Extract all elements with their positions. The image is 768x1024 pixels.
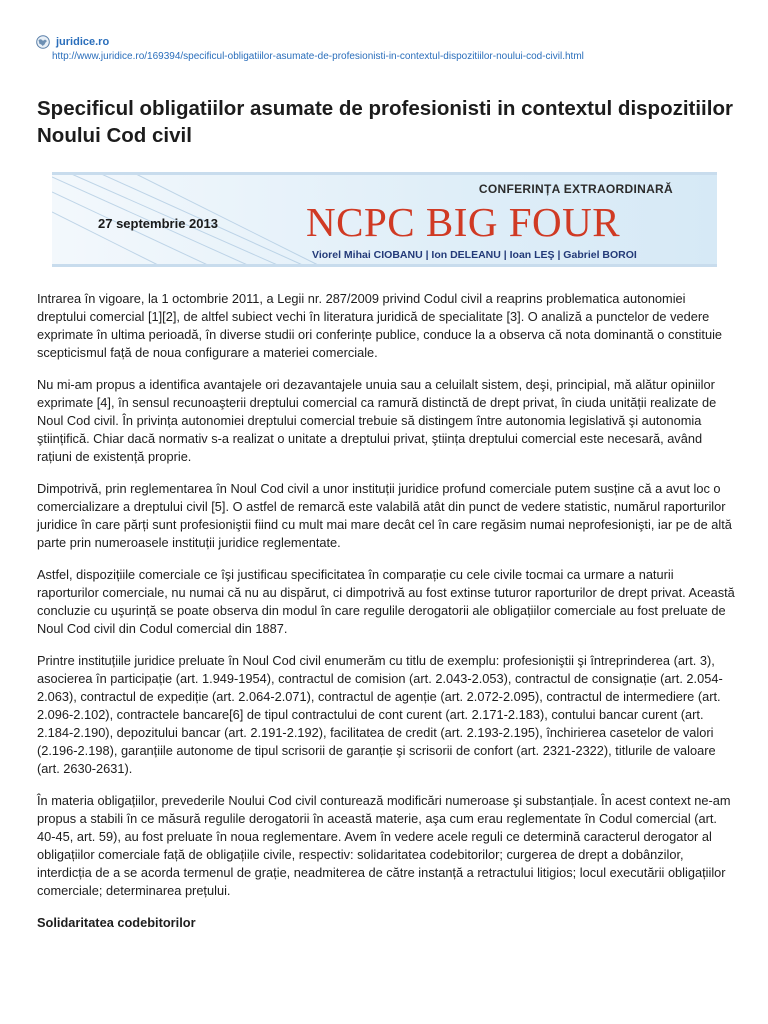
- article-paragraph: Intrarea în vigoare, la 1 octombrie 2011, a Legii nr. 287/2009 privind Codul civil a reaprins problematica autonomiei dreptului comercial [1][2], de altfel subiect vechi în literatura juridică de specialitate [3]. O analiză a punctelor de vedere exprimate în ultima perioadă, în diverse studii ori conferințe publice, conduce la a observa că nota dominantă o constituie scepticismul față de noua configurare a materiei comerciale.: [37, 291, 723, 360]
- source-site-link[interactable]: juridice.ro: [56, 36, 110, 48]
- banner-conference-label: CONFERINȚA EXTRAORDINARĂ: [478, 182, 673, 196]
- banner-speakers: Viorel Mihai CIOBANU | Ion DELEANU | Ioan LEŞ | Gabriel BOROI: [312, 249, 637, 261]
- article-body: [37, 290, 737, 946]
- banner-headline: NCPC BIG FOUR: [306, 199, 621, 245]
- source-url-link[interactable]: http://www.juridice.ro/169394/specificul-obligatiilor-asumate-de-profesionisti-in-contextul-dispozitiilor-noului-cod-civil.html: [52, 51, 584, 62]
- source-header: [36, 34, 746, 62]
- section-subheading: Solidaritatea codebitorilor: [37, 915, 196, 930]
- article-paragraph: Astfel, dispozițiile comerciale ce îşi justificau specificitatea în comparație cu cele civile tocmai ca urmare a naturii raporturilor comerciale, nu numai că nu au dispărut, ci dimpotrivă au fost extinse tuturor raporturilor de drept privat. Această concluzie cu uşurință se poate observa din modul în care regulile derogatorii ale obligațiilor comerciale au fost preluate de Noul Cod civil din Codul comercial din 1887.: [37, 567, 735, 636]
- conference-banner[interactable]: [52, 172, 717, 267]
- banner-date: 27 septembrie 2013: [98, 216, 218, 231]
- article-paragraph: Dimpotrivă, prin reglementarea în Noul Cod civil a unor instituții juridice profund comerciale putem susține că a avut loc o comercializare a dreptului civil [5]. O astfel de remarcă este valabilă atât din punct de vedere statistic, numărul raporturilor juridice în care părți sunt profesioniştii fiind cu mult mai mare decât cel în care regăsim numai neprofesionişti, iar pe de altă parte prin numeroasele instituții juridice reglementate.: [37, 481, 732, 550]
- article-paragraph: Printre instituțiile juridice preluate în Noul Cod civil enumerăm cu titlu de exemplu: profesioniştii şi întreprinderea (art. 3), asocierea în participație (art. 1.949-1954), contractul de comision (art. 2.043-2.053), contractul de consignație (art. 2.054-2.063), contractul de expediție (art. 2.064-2.071), contractul de agenție (art. 2.072-2.095), contractul de intermediere (art. 2.096-2.102), contractele bancare[6] de tipul contractului de cont curent (art. 2.171-2.183), contului bancar curent (art. 2.184-2.190), depozitului bancar (art. 2.191-2.192), facilitatea de credit (art. 2.193-2.195), închirierea casetelor de valori (2.196-2.198), garanțiile autonome de tipul scrisorii de garanție şi scrisorii de confort (art. 2321-2322), titlurile de valoare (art. 2630-2631).: [37, 653, 723, 776]
- article-paragraph: Nu mi-am propus a identifica avantajele ori dezavantajele unuia sau a celuilalt sistem, deşi, principial, mă alătur opiniilor exprimate [4], în sensul recunoaşterii dreptului comercial ca ramură distinctă de drept privat, în ciuda unității realizate de Noul Cod civil. În privința autonomiei dreptului comercial trebuie să distingem între autonomia legislativă şi autonomia ştiințifică. Chiar dacă normativ s-a realizat o unitate a dreptului privat, ştiința dreptului comercial este necesară, având rațiuni de existență proprie.: [37, 377, 717, 464]
- article-paragraph: În materia obligațiilor, prevederile Noului Cod civil conturează modificări numeroase şi substanțiale. În acest context ne-am propus a stabili în ce măsură regulile derogatorii în această materie, aşa cum erau reglementate în Codul comercial (art. 40-45, art. 59), au fost preluate în noua reglementare. Avem în vedere acele reguli ce determină caracterul derogator al obligațiilor comerciale față de obligațiile civile, respectiv: solidaritatea codebitorilor; curgerea de drept a dobânzilor, interdicția de a se acorda termenul de grație, neadmiterea de către instanță a retractului litigios; locul executării obligațiilor comerciale; determinarea prețului.: [37, 793, 731, 898]
- article-title: Specificul obligatiilor asumate de profesionisti in contextul dispozitiilor Noului Cod civil: [37, 97, 733, 147]
- source-site-line: [36, 34, 746, 50]
- globe-icon: [36, 35, 50, 49]
